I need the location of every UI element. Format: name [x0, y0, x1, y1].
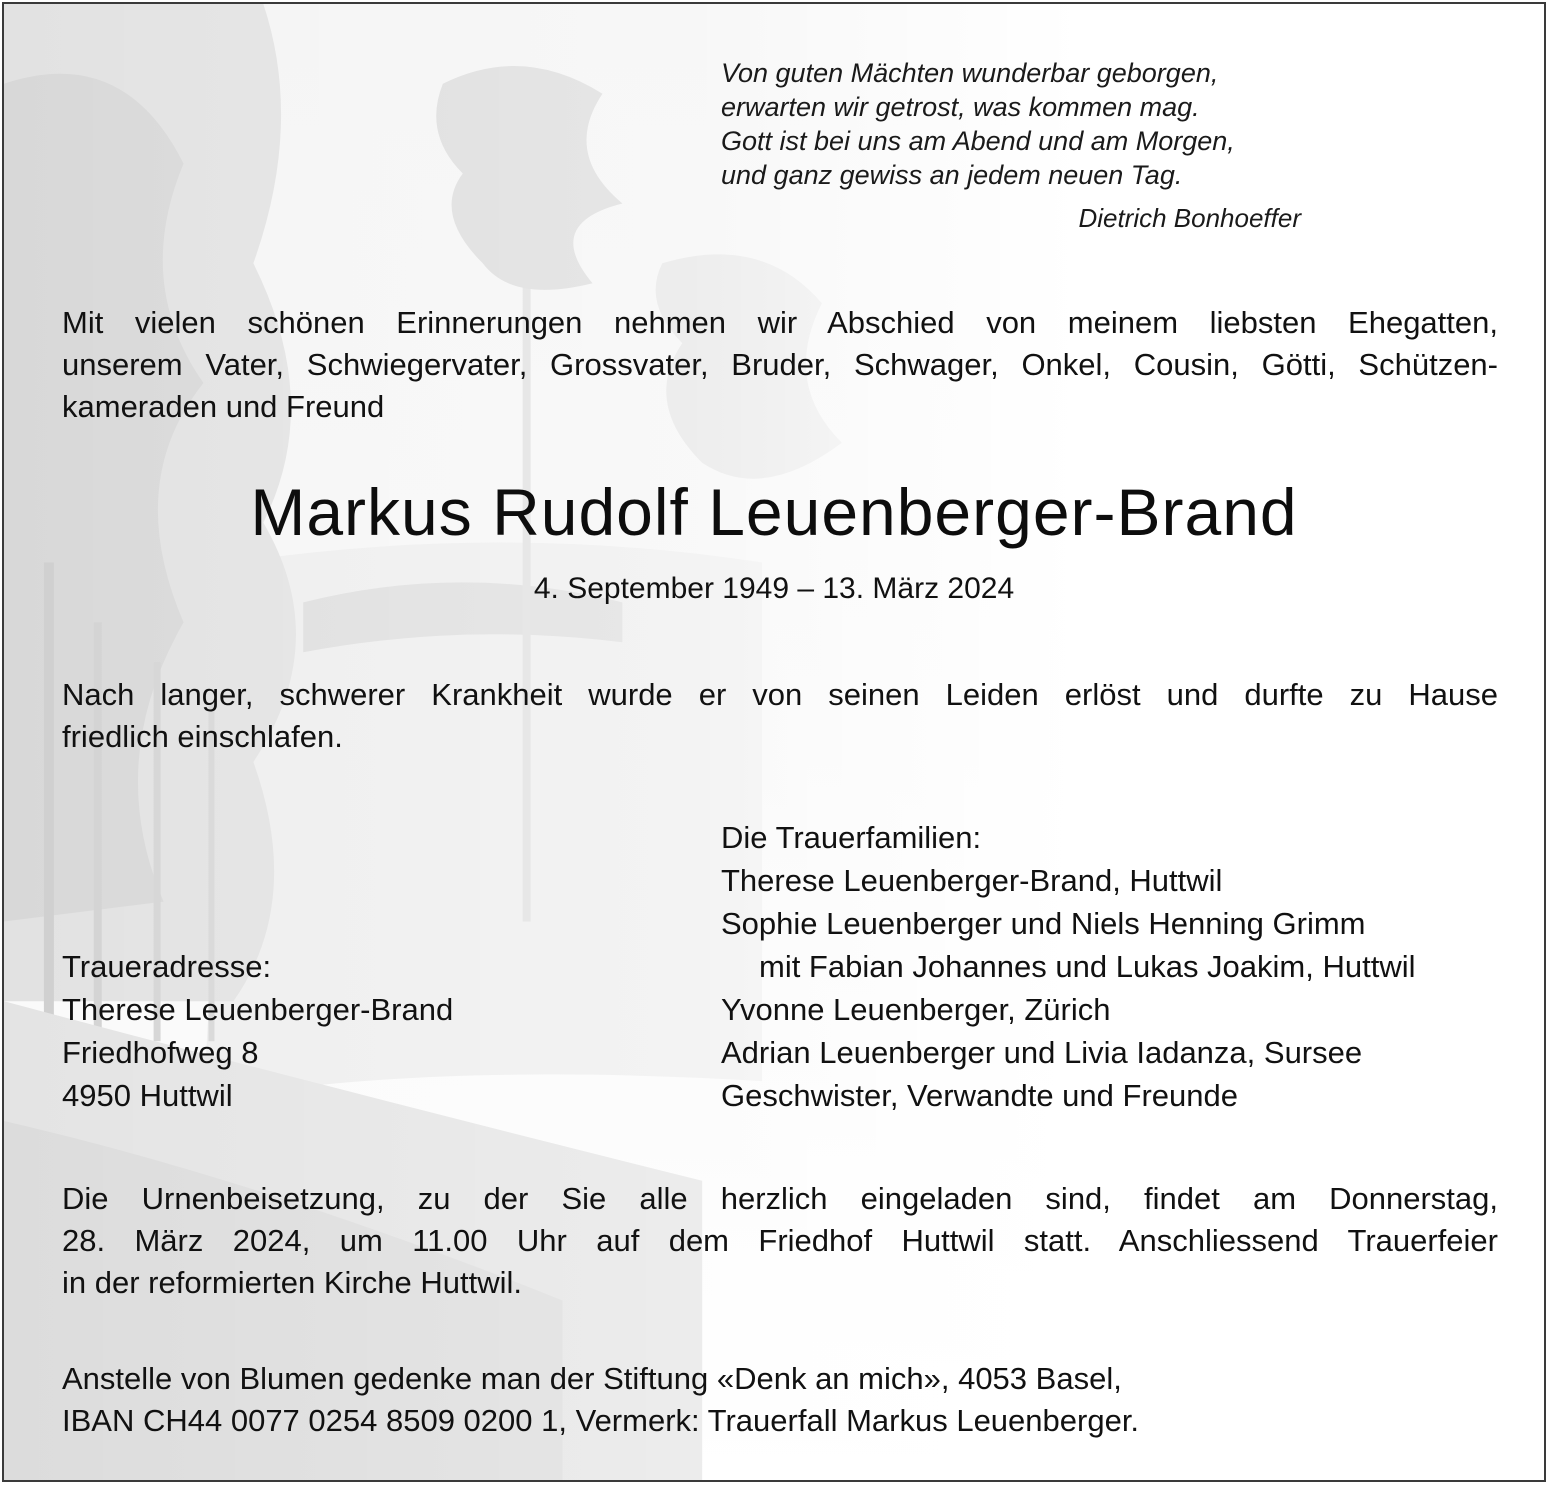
illness-line: Nach langer, schwerer Krankheit wurde er von seinen Leiden erlöst und durfte zu Hause [62, 677, 1498, 712]
quote-line: Gott ist bei uns am Abend und am Morgen, [721, 126, 1235, 156]
family-member: mit Fabian Johannes und Lukas Joakim, Huttwil [759, 949, 1416, 984]
burial-line: Die Urnenbeisetzung, zu der Sie alle herzlich eingeladen sind, findet am Donnerstag, [62, 1181, 1498, 1216]
address-heading: Traueradresse: [62, 949, 272, 984]
mourning-families [721, 816, 1416, 1117]
donation-line: Anstelle von Blumen gedenke man der Stiftung «Denk an mich», 4053 Basel, [62, 1361, 1122, 1396]
quote-line: und ganz gewiss an jedem neuen Tag. [721, 160, 1183, 190]
address-name: Therese Leuenberger-Brand [62, 992, 454, 1027]
address-street: Friedhofweg 8 [62, 1035, 259, 1070]
family-member: Sophie Leuenberger und Niels Henning Grimm [721, 906, 1366, 941]
quote-line: Von guten Mächten wunderbar geborgen, [721, 58, 1219, 88]
family-member: Geschwister, Verwandte und Freunde [721, 1078, 1238, 1113]
obituary-notice [2, 2, 1546, 1482]
illness-paragraph [62, 674, 1498, 758]
intro-paragraph [62, 302, 1498, 428]
family-heading: Die Trauerfamilien: [721, 820, 982, 855]
family-member: Yvonne Leuenberger, Zürich [721, 992, 1111, 1027]
burial-line: in der reformierten Kirche Huttwil. [62, 1265, 522, 1300]
life-dates: 4. September 1949 – 13. März 2024 [533, 572, 1015, 605]
family-member: Therese Leuenberger-Brand, Huttwil [721, 863, 1223, 898]
epigraph-quote [721, 56, 1235, 192]
intro-line: Mit vielen schönen Erinnerungen nehmen wir Abschied von meinem liebsten Ehegatten, [62, 305, 1498, 340]
address-city: 4950 Huttwil [62, 1078, 233, 1113]
illness-line: friedlich einschlafen. [62, 719, 343, 754]
intro-line: unserem Vater, Schwiegervater, Grossvater, Bruder, Schwager, Onkel, Cousin, Götti, Schützen- [62, 347, 1498, 382]
burial-line: 28. März 2024, um 11.00 Uhr auf dem Friedhof Huttwil statt. Anschliessend Trauerfeier [62, 1223, 1498, 1258]
mourning-address [62, 945, 453, 1117]
intro-line: kameraden und Freund [62, 389, 385, 424]
quote-author: Dietrich Bonhoeffer [1078, 203, 1301, 233]
family-member: Adrian Leuenberger und Livia Iadanza, Sursee [721, 1035, 1363, 1070]
burial-paragraph [62, 1178, 1498, 1304]
quote-line: erwarten wir getrost, was kommen mag. [721, 92, 1200, 122]
deceased-name: Markus Rudolf Leuenberger-Brand [250, 475, 1298, 549]
donation-paragraph [62, 1358, 1498, 1442]
donation-line: IBAN CH44 0077 0254 8509 0200 1, Vermerk: Trauerfall Markus Leuenberger. [62, 1403, 1140, 1438]
